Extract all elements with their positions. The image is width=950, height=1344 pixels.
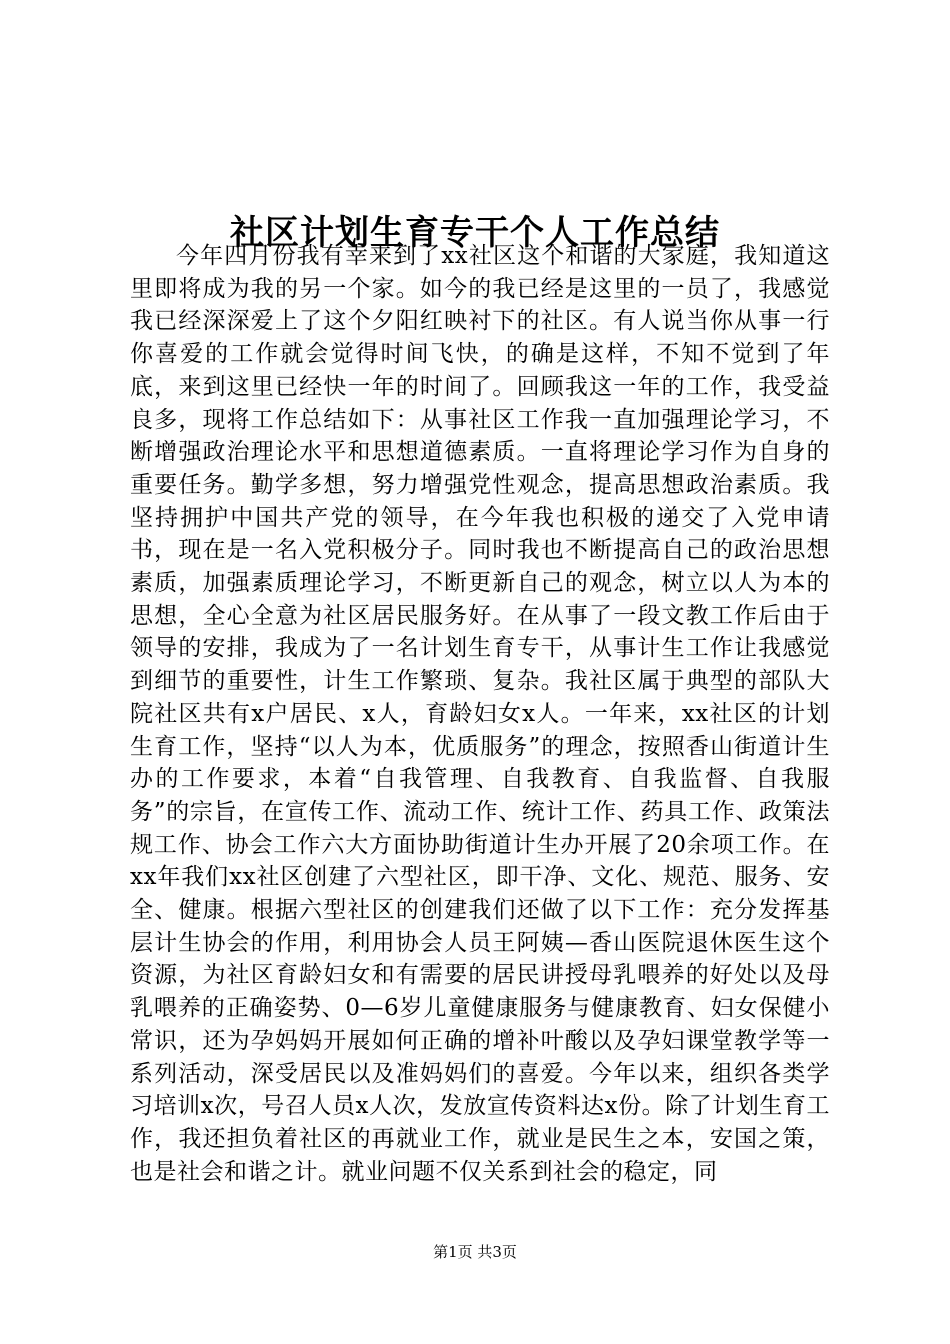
page-footer: 第1页 共3页 xyxy=(433,1243,517,1261)
document-title: 社区计划生育专干个人工作总结 xyxy=(230,212,720,253)
body-paragraph: 今年四月份我有幸来到了xx社区这个和谐的大家庭，我知道这里即将成为我的另一个家。如今的我已经是这里的一员了，我感觉我已经深深爱上了这个夕阳红映衬下的社区。有人说当你从事一行你喜爱的工作就会觉得时间飞快，的确是这样，不知不觉到了年底，来到这里已经快一年的时间了。回顾我这一年的工作，我受益良多，现将工作总结如下：从事社区工作我一直加强理论学习，不断增强政治理论水平和思想道德素质。一直将理论学习作为自身的重要任务。勤学多想，努力增强党性观念，提高思想政治素质。我坚持拥护中国共产党的领导，在今年我也积极的递交了入党申请书，现在是一名入党积极分子。同时我也不断提高自己的政治思想素质，加强素质理论学习，不断更新自己的观念，树立以人为本的思想，全心全意为社区居民服务好。在从事了一段文教工作后由于领导的安排，我成为了一名计划生育专干，从事计生工作让我感觉到细节的重要性，计生工作繁琐、复杂。我社区属于典型的部队大院社区共有x户居民、x人，育龄妇女x人。一年来，xx社区的计划生育工作，坚持“以人为本，优质服务”的理念，按照香山街道计生办的工作要求，本着“自我管理、自我教育、自我监督、自我服务”的宗旨，在宣传工作、流动工作、统计工作、药具工作、政策法规工作、协会工作六大方面协助街道计生办开展了20余项工作。在xx年我们xx社区创建了六型社区，即干净、文化、规范、服务、安全、健康。根据六型社区的创建我们还做了以下工作：充分发挥基层计生协会的作用，利用协会人员王阿姨—香山医院退休医生这个资源，为社区育龄妇女和有需要的居民讲授母乳喂养的好处以及母乳喂养的正确姿势、0—6岁儿童健康服务与健康教育、妇女保健小常识，还为孕妈妈开展如何正确的增补叶酸以及孕妇课堂教学等一系列活动，深受居民以及准妈妈们的喜爱。今年以来，组织各类学习培训x次，号召人员x人次，发放宣传资料达x份。除了计划生育工作，我还担负着社区的再就业工作，就业是民生之本，安国之策，也是社会和谐之计。就业问题不仅关系到社会的稳定，同 xyxy=(130,243,830,1185)
